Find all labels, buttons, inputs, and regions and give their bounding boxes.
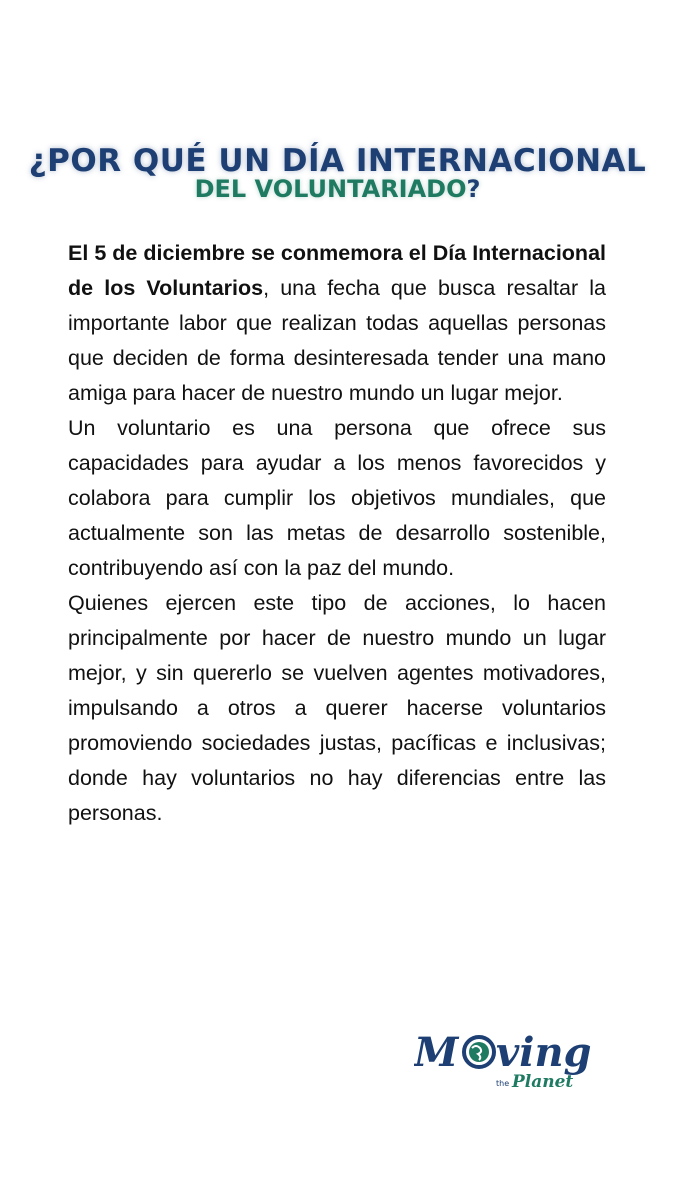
title-question-mark: ? (466, 175, 481, 203)
paragraph-2-text: Un voluntario es una persona que ofrece sus capacidades para ayudar a los menos favorecidos y colabora para cumplir los objetivos mundiales, que actualmente son las metas de desarrollo sostenible, contribuyendo así con la paz del mundo. (68, 416, 606, 580)
article-body (68, 236, 606, 831)
svg-text:Planet: Planet (512, 1072, 574, 1092)
paragraph-3 (68, 586, 606, 831)
svg-text:M: M (414, 1029, 459, 1076)
paragraph-2 (68, 411, 606, 586)
paragraph-3-text: Quienes ejercen este tipo de acciones, lo hacen principalmente por hacer de nuestro mundo un lugar mejor, y sin quererlo se vuelven agentes motivadores, impulsando a otros a querer hacerse voluntarios promoviendo sociedades justas, pacíficas e inclusivas; donde hay voluntarios no hay diferencias entre las personas. (68, 591, 606, 825)
globe-icon (464, 1037, 494, 1067)
svg-text:ving: ving (496, 1029, 592, 1076)
moving-the-planet-logo (414, 1024, 604, 1094)
paragraph-1-text: , una fecha que busca resaltar la importante labor que realizan todas aquellas personas que deciden de forma desinteresada tender una mano amiga para hacer de nuestro mundo un lugar mejor. (68, 276, 607, 405)
title-line-1: ¿POR QUÉ UN DÍA INTERNACIONAL (28, 143, 647, 179)
page-title (0, 142, 675, 202)
svg-text:the: the (496, 1079, 510, 1088)
title-line-2-text: DEL VOLUNTARIADO (194, 175, 467, 203)
paragraph-1 (68, 236, 606, 411)
paragraph-1-bold: El 5 de diciembre se conmemora el Día Internacional de los Voluntarios (68, 241, 606, 300)
